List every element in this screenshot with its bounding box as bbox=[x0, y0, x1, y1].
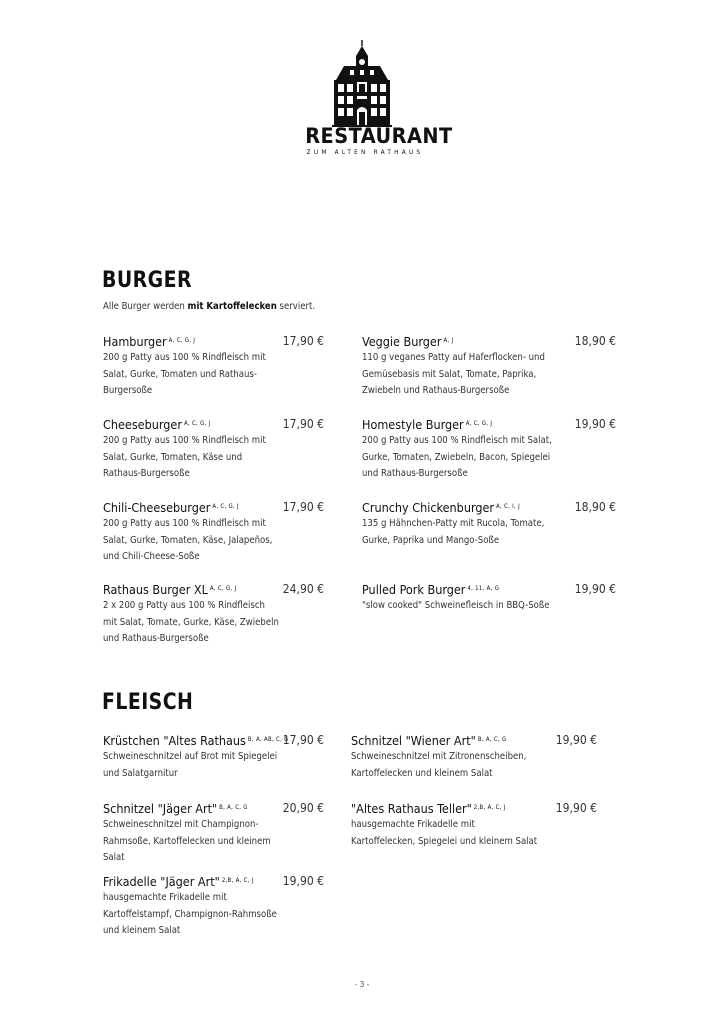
item-price: 19,90 € bbox=[555, 733, 597, 747]
item-name: Schnitzel "Jäger Art" bbox=[103, 801, 218, 816]
town-hall-logo-icon bbox=[330, 40, 394, 128]
item-price: 17,90 € bbox=[282, 733, 324, 747]
item-name: Frikadelle "Jäger Art" bbox=[103, 874, 220, 889]
item-name: Rathaus Burger XL bbox=[103, 582, 208, 597]
brand-subtitle: ZUM ALTEN RATHAUS bbox=[306, 148, 424, 156]
item-price: 18,90 € bbox=[574, 334, 616, 348]
item-description: Schweineschnitzel auf Brot mit Spiegelei und Salatgarnitur bbox=[103, 751, 278, 779]
item-allergens: A, C, I, J bbox=[496, 503, 520, 510]
item-name: Cheeseburger bbox=[103, 417, 182, 432]
item-name: Chili-Cheeseburger bbox=[103, 500, 211, 515]
page-number: - 3 - bbox=[354, 980, 370, 989]
item-allergens: B, A, C, G bbox=[219, 804, 248, 811]
item-description: "slow cooked" Schweinefleisch in BBQ-Soße bbox=[362, 600, 550, 611]
item-description: 200 g Patty aus 100 % Rindfleisch mit Salat, Gurke, Tomaten, Käse und Rathaus-Burgersoße bbox=[103, 435, 266, 479]
item-name: Krüstchen "Altes Rathaus bbox=[103, 733, 246, 748]
item-price: 17,90 € bbox=[282, 500, 324, 514]
item-allergens: 2,B, A, C, J bbox=[221, 877, 254, 884]
item-price: 24,90 € bbox=[282, 582, 324, 596]
item-price: 17,90 € bbox=[282, 417, 324, 431]
item-price: 20,90 € bbox=[282, 801, 324, 815]
item-description: 200 g Patty aus 100 % Rindfleisch mit Salat, Gurke, Tomaten, Zwiebeln, Bacon, Spiegelei und Rathaus-Burgersoße bbox=[362, 435, 552, 479]
item-name: Crunchy Chickenburger bbox=[362, 500, 495, 515]
item-allergens: A, C, G, J bbox=[183, 420, 211, 427]
item-name: Homestyle Burger bbox=[362, 417, 464, 432]
item-description: Schweineschnitzel mit Zitronenscheiben, Kartoffelecken und kleinem Salat bbox=[351, 751, 527, 779]
item-allergens: B, A, AB, C, G bbox=[247, 736, 289, 743]
item-description: 2 x 200 g Patty aus 100 % Rindfleisch mit Salat, Tomate, Gurke, Käse, Zwiebeln und Rathaus-Burgersoße bbox=[103, 600, 279, 644]
brand bbox=[300, 124, 453, 156]
item-price: 19,90 € bbox=[282, 874, 324, 888]
item-price: 18,90 € bbox=[574, 500, 616, 514]
item-description: 200 g Patty aus 100 % Rindfleisch mit Salat, Gurke, Tomaten, Käse, Jalapeños, und Chili-Cheese-Soße bbox=[103, 518, 273, 562]
item-allergens: B, A, C, G bbox=[477, 736, 507, 743]
item-description: hausgemachte Frikadelle mit Kartoffelstampf, Champignon-Rahmsoße und kleinem Salat bbox=[103, 892, 277, 936]
item-description: Schweineschnitzel mit Champignon-Rahmsoße, Kartoffelecken und kleinem Salat bbox=[103, 819, 271, 863]
burger-note-bold: mit Kartoffelecken bbox=[187, 301, 277, 312]
item-allergens: A, C, G, J bbox=[212, 503, 239, 510]
item-allergens: A, C, G, J bbox=[465, 420, 493, 427]
item-allergens: 4, 11, A, G bbox=[467, 585, 500, 592]
brand-name: RESTAURANT bbox=[305, 124, 453, 148]
item-description: 110 g veganes Patty auf Haferflocken- und Gemüsebasis mit Salat, Tomate, Paprika, Zwiebeln und Rathaus-Burgersoße bbox=[362, 352, 545, 396]
item-description: 135 g Hähnchen-Patty mit Rucola, Tomate, Gurke, Paprika und Mango-Soße bbox=[362, 518, 545, 546]
item-name: "Altes Rathaus Teller" bbox=[351, 801, 472, 816]
burger-note: Alle Burger werden mit Kartoffelecken serviert. bbox=[103, 301, 316, 312]
fleisch-section-title: FLEISCH bbox=[102, 690, 194, 715]
item-price: 19,90 € bbox=[574, 417, 616, 431]
burger-section-title: BURGER bbox=[102, 268, 192, 293]
item-allergens: A, J bbox=[443, 337, 454, 344]
item-name: Hamburger bbox=[103, 334, 167, 349]
item-price: 19,90 € bbox=[574, 582, 616, 596]
item-allergens: A, C, G, J bbox=[168, 337, 196, 344]
item-description: 200 g Patty aus 100 % Rindfleisch mit Salat, Gurke, Tomaten und Rathaus-Burgersoße bbox=[103, 352, 266, 396]
item-price: 19,90 € bbox=[555, 801, 597, 815]
item-description: hausgemachte Frikadelle mit Kartoffelecken, Spiegelei und kleinem Salat bbox=[351, 819, 538, 847]
item-allergens: 2,B, A, C, J bbox=[473, 804, 506, 811]
item-price: 17,90 € bbox=[282, 334, 324, 348]
item-name: Schnitzel "Wiener Art" bbox=[351, 733, 476, 748]
item-name: Pulled Pork Burger bbox=[362, 582, 466, 597]
item-name: Veggie Burger bbox=[362, 334, 442, 349]
item-allergens: A, C, G, J bbox=[209, 585, 237, 592]
